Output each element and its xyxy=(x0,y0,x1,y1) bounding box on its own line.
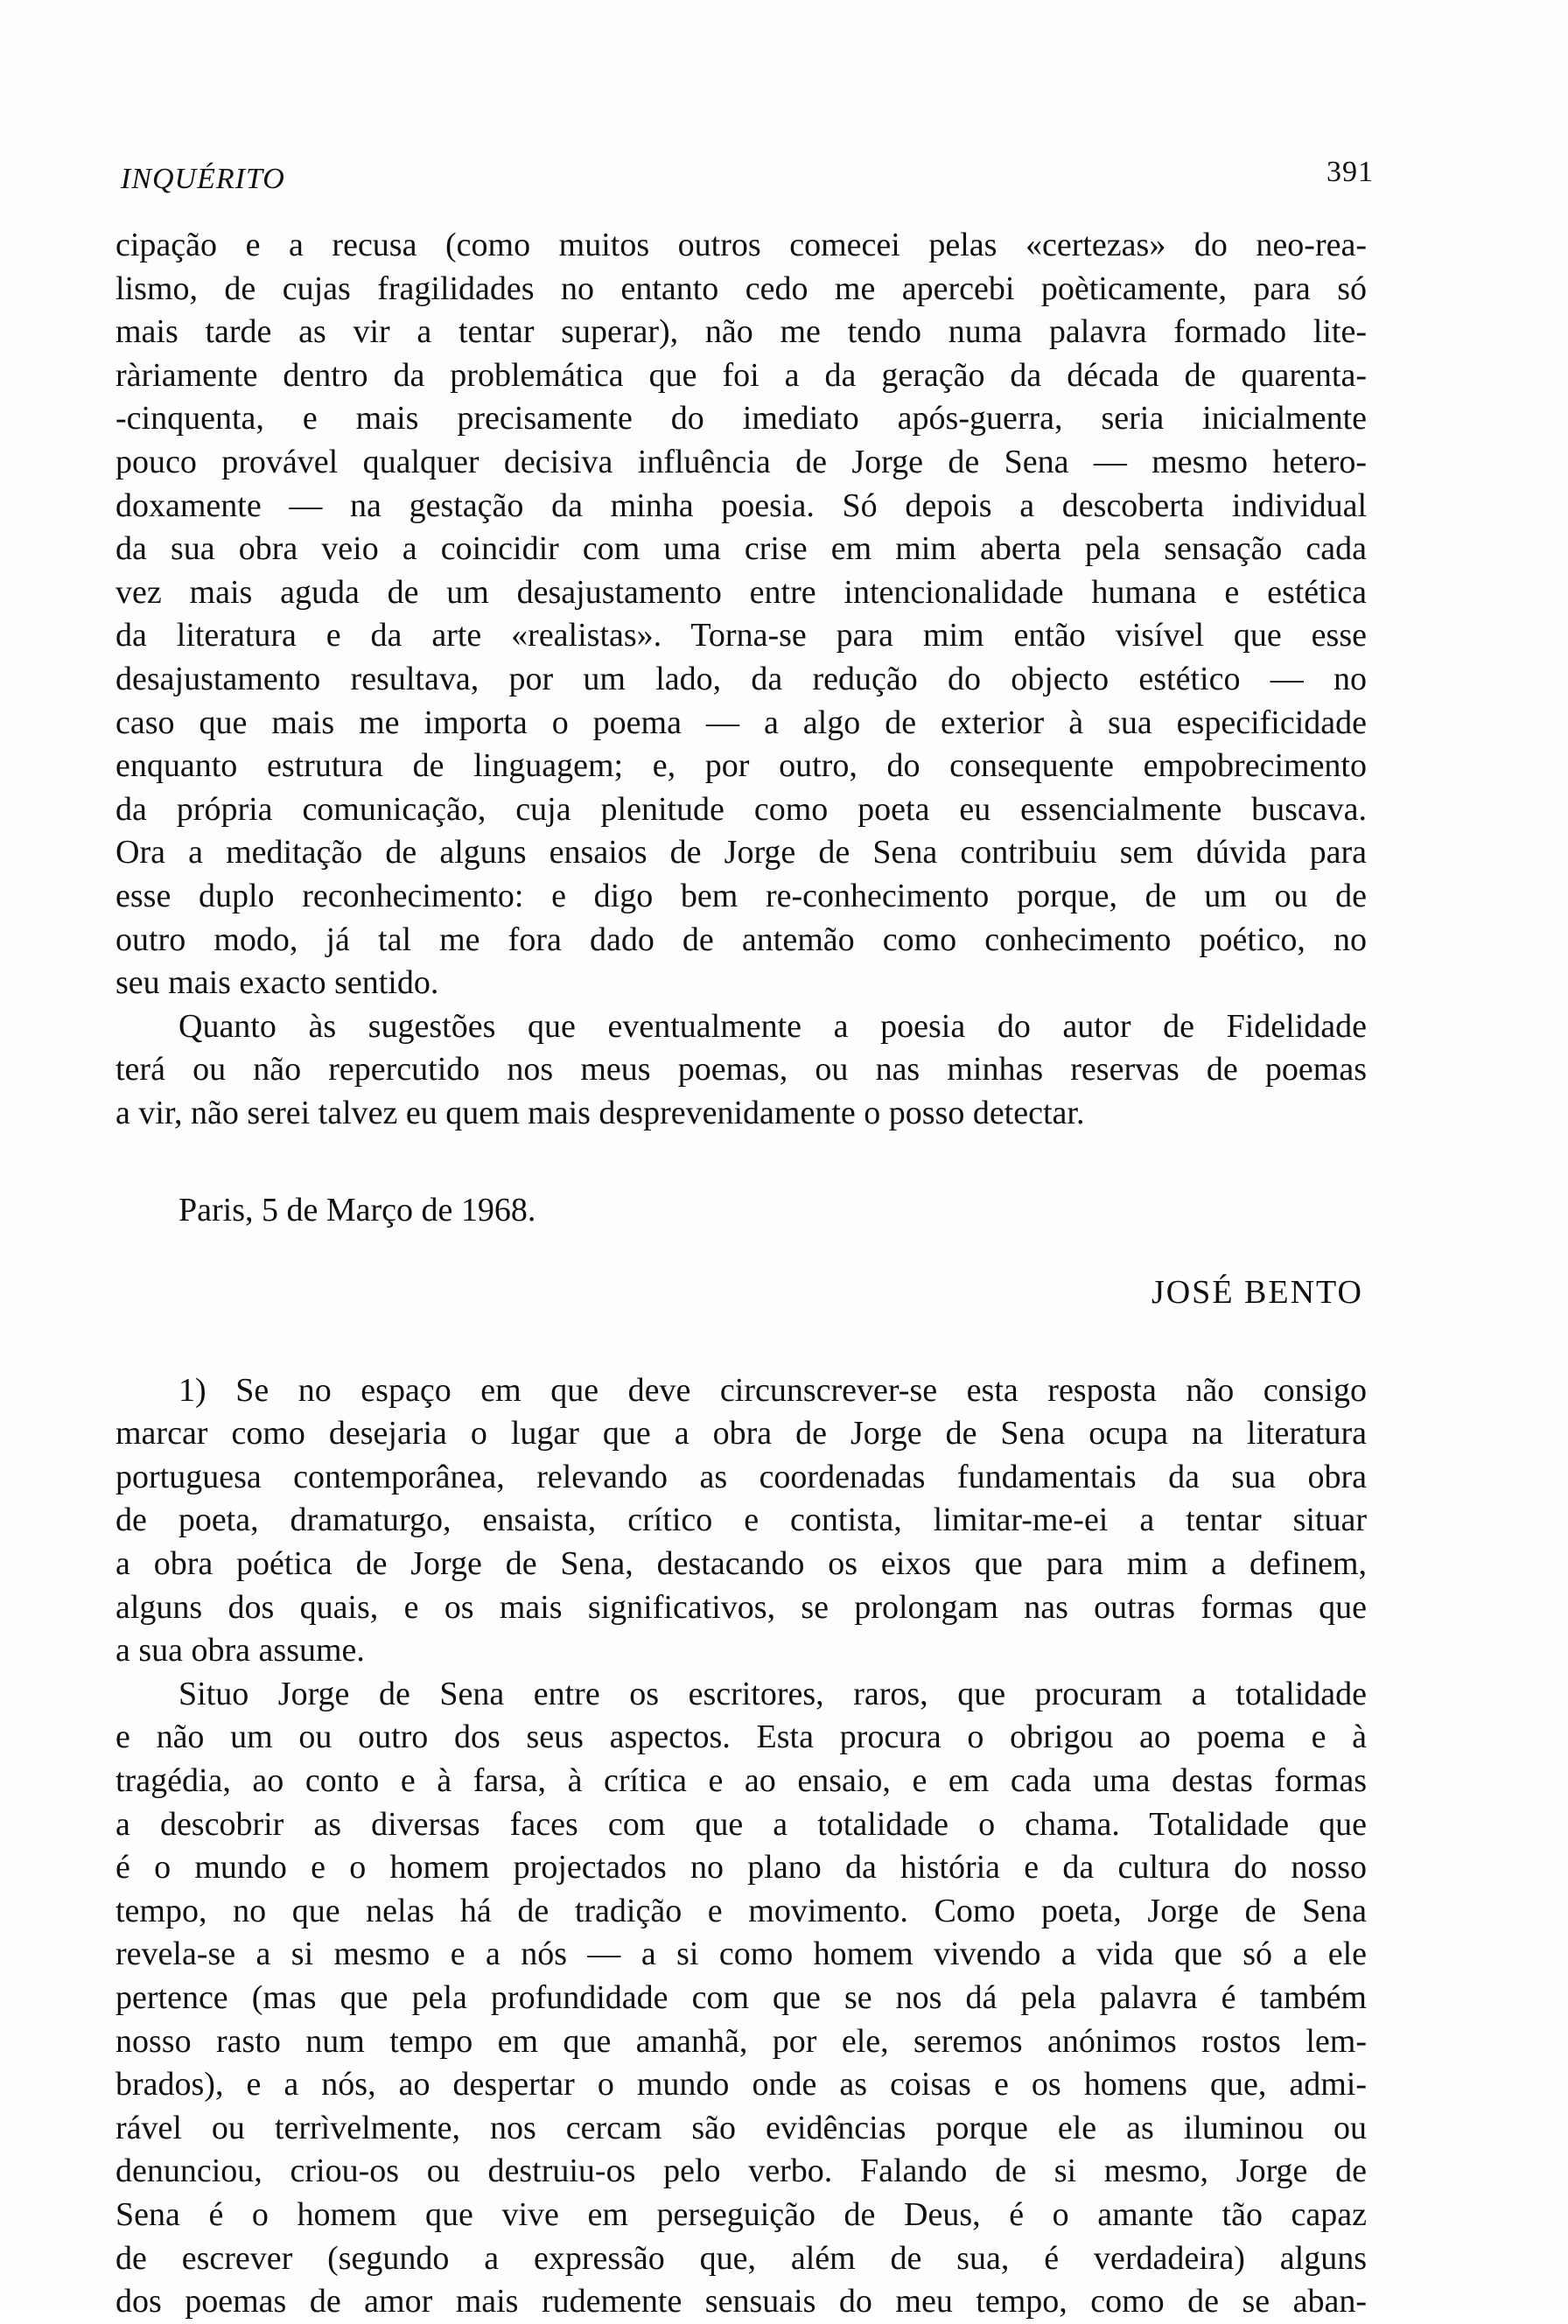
text-line: -cinquenta, e mais precisamente do imediato após-guerra, seria inicialmente xyxy=(116,400,1367,438)
text-line: Ora a meditação de alguns ensaios de Jorge de Sena contribuiu sem dúvida para xyxy=(116,834,1367,872)
text-line: marcar como desejaria o lugar que a obra de Jorge de Sena ocupa na literatura xyxy=(116,1415,1367,1452)
text-line: da sua obra veio a coincidir com uma crise em mim aberta pela sensação cada xyxy=(116,530,1367,568)
text-line: caso que mais me importa o poema — a algo de exterior à sua especificidade xyxy=(116,704,1367,741)
text-line: denunciou, criou-os ou destruiu-os pelo verbo. Falando de si mesmo, Jorge de xyxy=(116,2152,1367,2190)
text-line: tragédia, ao conto e à farsa, à crítica e ao ensaio, e em cada uma destas formas xyxy=(116,1762,1367,1799)
page-number: 391 xyxy=(1326,156,1374,188)
text-line: ràriamente dentro da problemática que foi a da geração da década de quarenta- xyxy=(116,356,1367,394)
text-line: nosso rasto num tempo em que amanhã, por ele, seremos anónimos rostos lem- xyxy=(116,2022,1367,2060)
text-line: da literatura e da arte «realistas». Torna-se para mim então visível que esse xyxy=(116,617,1367,654)
text-line: doxamente — na gestação da minha poesia. Só depois a descoberta individual xyxy=(116,486,1367,524)
paragraph-fidelidade xyxy=(116,1005,1367,1136)
text-line: Quanto às sugestões que eventualmente a poesia do autor de Fidelidade xyxy=(178,1007,1367,1045)
text-line: terá ou não repercutido nos meus poemas, ou nas minhas reservas de poemas xyxy=(116,1051,1367,1088)
text-line: seu mais exacto sentido. xyxy=(116,964,439,1002)
text-line: Sena é o homem que vive em perseguição de Deus, é o amante tão capaz xyxy=(116,2195,1367,2233)
text-line: pouco provável qualquer decisiva influência de Jorge de Sena — mesmo hetero- xyxy=(116,443,1367,480)
text-line: de escrever (segundo a expressão que, além de sua, é verdadeira) alguns xyxy=(116,2239,1367,2277)
text-line: mais tarde as vir a tentar superar), não me tendo numa palavra formado lite- xyxy=(116,313,1367,351)
text-line: a descobrir as diversas faces com que a totalidade o chama. Totalidade que xyxy=(116,1805,1367,1843)
text-line: Situo Jorge de Sena entre os escritores, raros, que procuram a totalidade xyxy=(178,1675,1367,1712)
text-line: outro modo, já tal me fora dado de antemão como conhecimento poético, no xyxy=(116,920,1367,958)
text-line: revela-se a si mesmo e a nós — a si como homem vivendo a vida que só a ele xyxy=(116,1936,1367,1973)
text-line: portuguesa contemporânea, relevando as coordenadas fundamentais da sua obra xyxy=(116,1458,1367,1495)
author-signature: JOSÉ BENTO xyxy=(1151,1274,1363,1312)
date-line: Paris, 5 de Março de 1968. xyxy=(178,1192,536,1229)
text-line: rável ou terrìvelmente, nos cercam são evidências porque ele as iluminou ou xyxy=(116,2109,1367,2146)
text-line: é o mundo e o homem projectados no plano da história e da cultura do nosso xyxy=(116,1849,1367,1886)
text-line: a obra poética de Jorge de Sena, destacando os eixos que para mim a definem, xyxy=(116,1545,1367,1583)
text-line: da própria comunicação, cuja plenitude como poeta eu essencialmente buscava. xyxy=(116,790,1367,828)
text-line: de poeta, dramaturgo, ensaista, crítico e contista, limitar-me-ei a tentar situar xyxy=(116,1502,1367,1539)
running-head: INQUÉRITO xyxy=(121,163,285,195)
text-line: dos poemas de amor mais rudemente sensuais do meu tempo, como de se aban- xyxy=(116,2283,1367,2320)
text-line: cipação e a recusa (como muitos outros comecei pelas «certezas» do neo-rea- xyxy=(116,227,1367,263)
spacer xyxy=(116,1315,1367,1369)
text-line: a vir, não serei talvez eu quem mais desprevenidamente o posso detectar. xyxy=(116,1094,1085,1131)
page-body xyxy=(116,224,1367,2324)
text-line: pertence (mas que pela profundidade com que se nos dá pela palavra é também xyxy=(116,1978,1367,2016)
text-line: e não um ou outro dos seus aspectos. Esta procura o obrigou ao poema e à xyxy=(116,1718,1367,1756)
text-line: alguns dos quais, e os mais significativos, se prolongam nas outras formas que xyxy=(116,1588,1367,1626)
text-line: 1) Se no espaço em que deve circunscrever-se esta resposta não consigo xyxy=(178,1371,1367,1409)
paragraph-totalidade xyxy=(116,1673,1367,2324)
text-line: enquanto estrutura de linguagem; e, por outro, do consequente empobrecimento xyxy=(116,747,1367,785)
text-line: a sua obra assume. xyxy=(116,1632,365,1670)
text-line: esse duplo reconhecimento: e digo bem re-conhecimento porque, de um ou de xyxy=(116,877,1367,914)
text-line: desajustamento resultava, por um lado, da redução do objecto estético — no xyxy=(116,660,1367,697)
paragraph-continuation xyxy=(116,224,1367,1005)
spacer xyxy=(116,1233,1367,1271)
paragraph-answer-1 xyxy=(116,1369,1367,1673)
text-line: lismo, de cujas fragilidades no entanto cedo me apercebi poèticamente, para só xyxy=(116,270,1367,307)
text-line: tempo, no que nelas há de tradição e movimento. Como poeta, Jorge de Sena xyxy=(116,1892,1367,1929)
spacer xyxy=(116,1135,1367,1189)
text-line: brados), e a nós, ao despertar o mundo onde as coisas e os homens que, admi- xyxy=(116,2066,1367,2104)
page-header xyxy=(121,156,1374,200)
text-line: vez mais aguda de um desajustamento entre intencionalidade humana e estética xyxy=(116,573,1367,611)
